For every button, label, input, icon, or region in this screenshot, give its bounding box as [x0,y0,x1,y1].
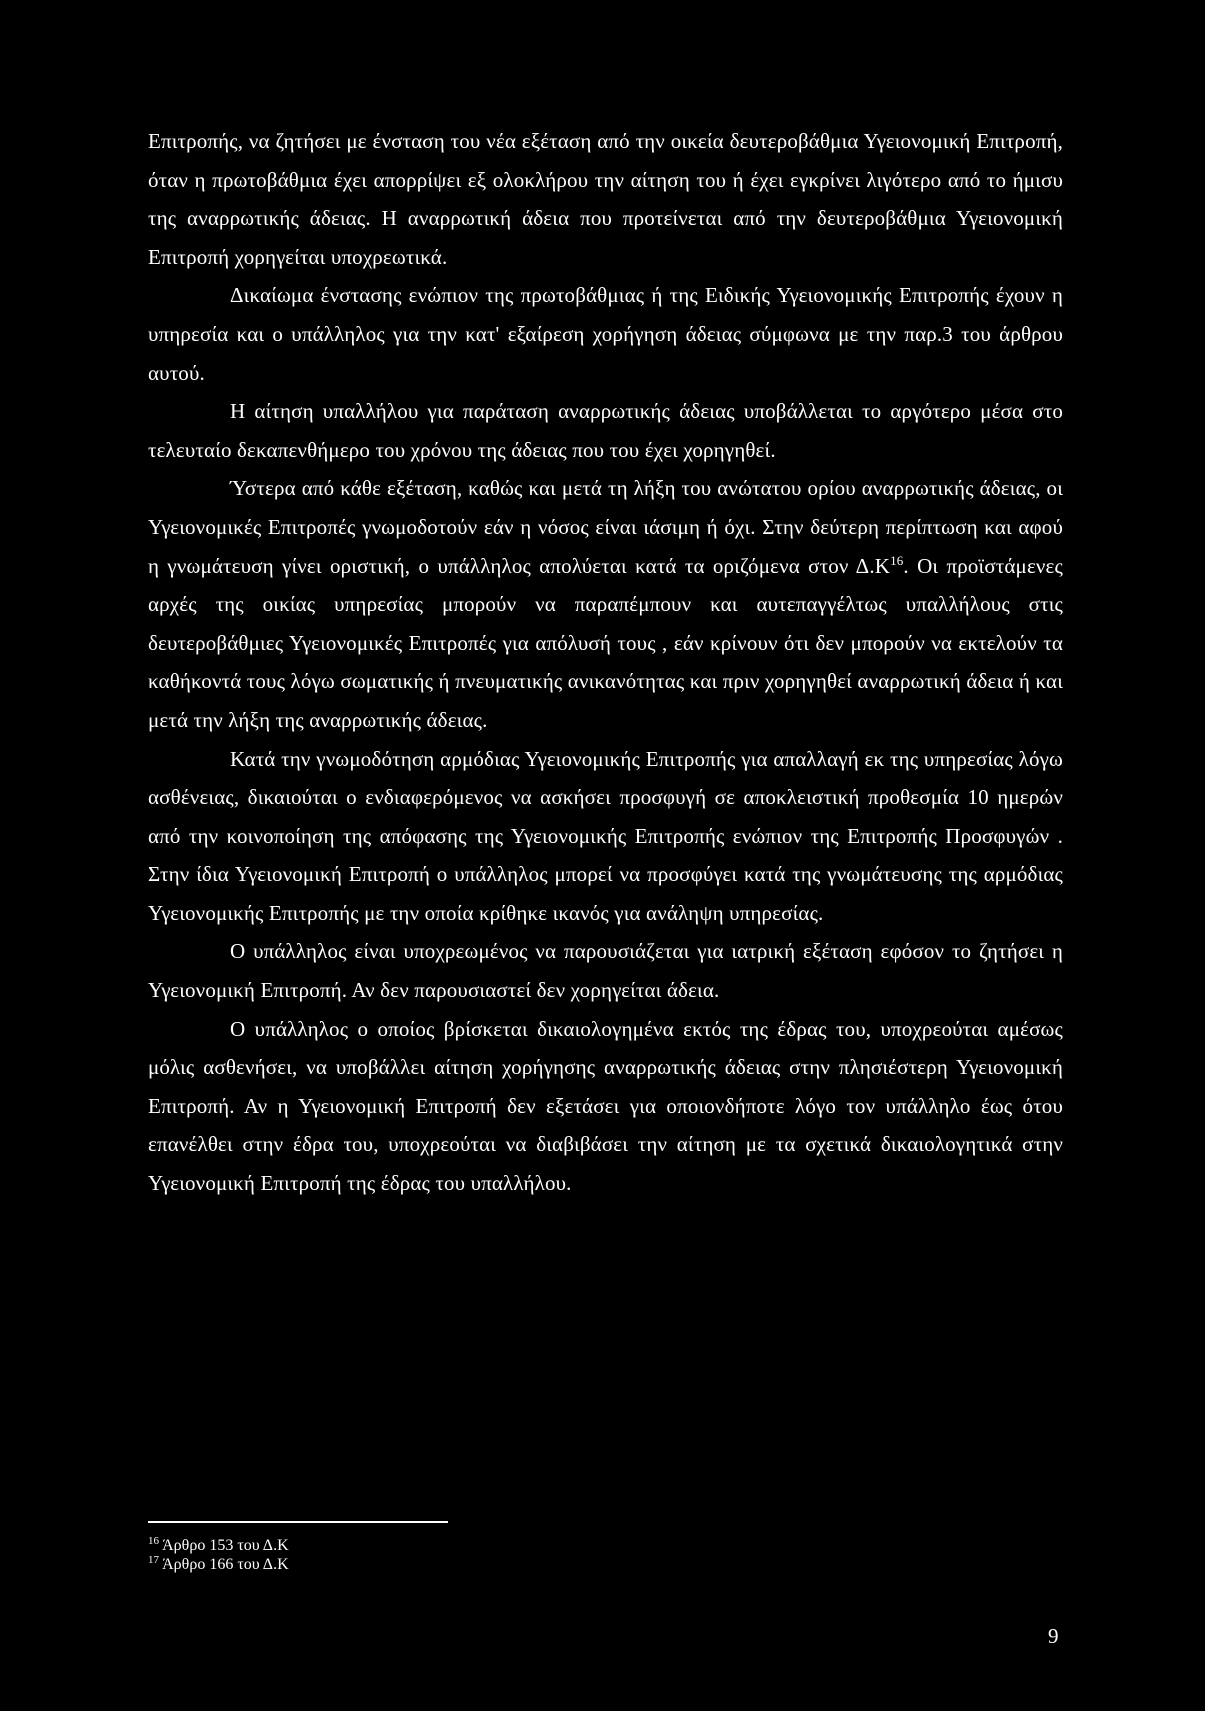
paragraph-3: Η αίτηση υπαλλήλου για παράταση αναρρωτικής άδειας υποβάλλεται το αργότερο μέσα στο τελευταίο δεκαπενθήμερο του χρόνου της άδειας που του έχει χορηγηθεί. [148,399,1063,462]
footnotes [148,1536,648,1574]
paragraph-2: Δικαίωμα ένστασης ενώπιον της πρωτοβάθμιας ή της Ειδικής Υγειονομικής Επιτροπής έχουν η υπηρεσία και ο υπάλληλος για την κατ' εξαίρεση χορήγηση άδειας σύμφωνα με την παρ.3 του άρθρου αυτού. [148,283,1063,385]
footnote-ref-16[interactable]: 16 [890,552,904,568]
footnote-divider [148,1521,448,1523]
footnote-number: 17 [148,1554,159,1566]
page-number: 9 [1048,1624,1059,1648]
body-text [148,122,1063,1203]
paragraph-6: Ο υπάλληλος είναι υποχρεωμένος να παρουσιάζεται για ιατρική εξέταση εφόσον το ζητήσει η Υγειονομική Επιτροπή. Αν δεν παρουσιαστεί δεν χορηγείται άδεια. [148,939,1063,1003]
paragraph-4 [148,469,1063,739]
footnote-16 [148,1536,648,1555]
paragraph-4-part-2: . Οι προϊστάμενες αρχές της οικίας υπηρεσίας μπορούν να παραπέμπουν και αυτεπαγγέλτως υπαλλήλους στις δευτεροβάθμιες Υγειονομικές Επιτροπές για απόλυσή τους , εάν κρίνουν ότι δεν μπορούν να εκτελούν τα καθήκοντά τους λόγω σωματικής ή πνευματικής ανικανότητας και πριν χορηγηθεί αναρρωτική άδεια ή και μετά την λήξη της αναρρωτικής άδειας. [148,553,1063,732]
paragraph-4-part-1: Ύστερα από κάθε εξέταση, καθώς και μετά τη λήξη του ανώτατου ορίου αναρρωτικής άδειας, οι Υγειονομικές Επιτροπές γνωμοδοτούν εάν η νόσος είναι ιάσιμη ή όχι. Στην δεύτερη περίπτωση και αφού η γνωμάτευση γίνει οριστική, ο υπάλληλος απολύεται κατά τα οριζόμενα στον Δ.Κ [148,476,1063,578]
paragraph-1: Επιτροπής, να ζητήσει με ένσταση του νέα εξέταση από την οικεία δευτεροβάθμια Υγειονομική Επιτροπή, όταν η πρωτοβάθμια έχει απορρίψει εξ ολοκλήρου την αίτηση του ή έχει εγκρίνει λιγότερο από το ήμισυ της αναρρωτικής άδειας. Η αναρρωτική άδεια που προτείνεται από την δευτεροβάθμια Υγειονομική Επιτροπή χορηγείται υποχρεωτικά. [148,129,1063,269]
footnote-text: Άρθρο 153 του Δ.Κ [162,1537,289,1554]
footnote-text: Άρθρο 166 του Δ.Κ [162,1556,289,1573]
footnote-number: 16 [148,1535,159,1547]
paragraph-7: Ο υπάλληλος ο οποίος βρίσκεται δικαιολογημένα εκτός της έδρας του, υποχρεούται αμέσως μόλις ασθενήσει, να υποβάλλει αίτηση χορήγησης αναρρωτικής άδειας στην πλησιέστερη Υγειονομική Επιτροπή. Αν η Υγειονομική Επιτροπή δεν εξετάσει για οποιονδήποτε λόγο τον υπάλληλο έως ότου επανέλθει στην έδρα του, υποχρεούται να διαβιβάσει την αίτηση με τα σχετικά δικαιολογητικά στην Υγειονομική Επιτροπή της έδρας του υπαλλήλου. [148,1016,1063,1196]
paragraph-5: Κατά την γνωμοδότηση αρμόδιας Υγειονομικής Επιτροπής για απαλλαγή εκ της υπηρεσίας λόγω ασθένειας, δικαιούται ο ενδιαφερόμενος να ασκήσει προσφυγή σε αποκλειστική προθεσμία 10 ημερών από την κοινοποίηση της απόφασης της Υγειονομικής Επιτροπής ενώπιον της Επιτροπής Προσφυγών . Στην ίδια Υγειονομική Επιτροπή ο υπάλληλος μπορεί να προσφύγει κατά της γνωμάτευσης της αρμόδιας Υγειονομικής Επιτροπής με την οποία κρίθηκε ικανός για ανάληψη υπηρεσίας. [148,746,1063,925]
footnote-17 [148,1555,648,1574]
